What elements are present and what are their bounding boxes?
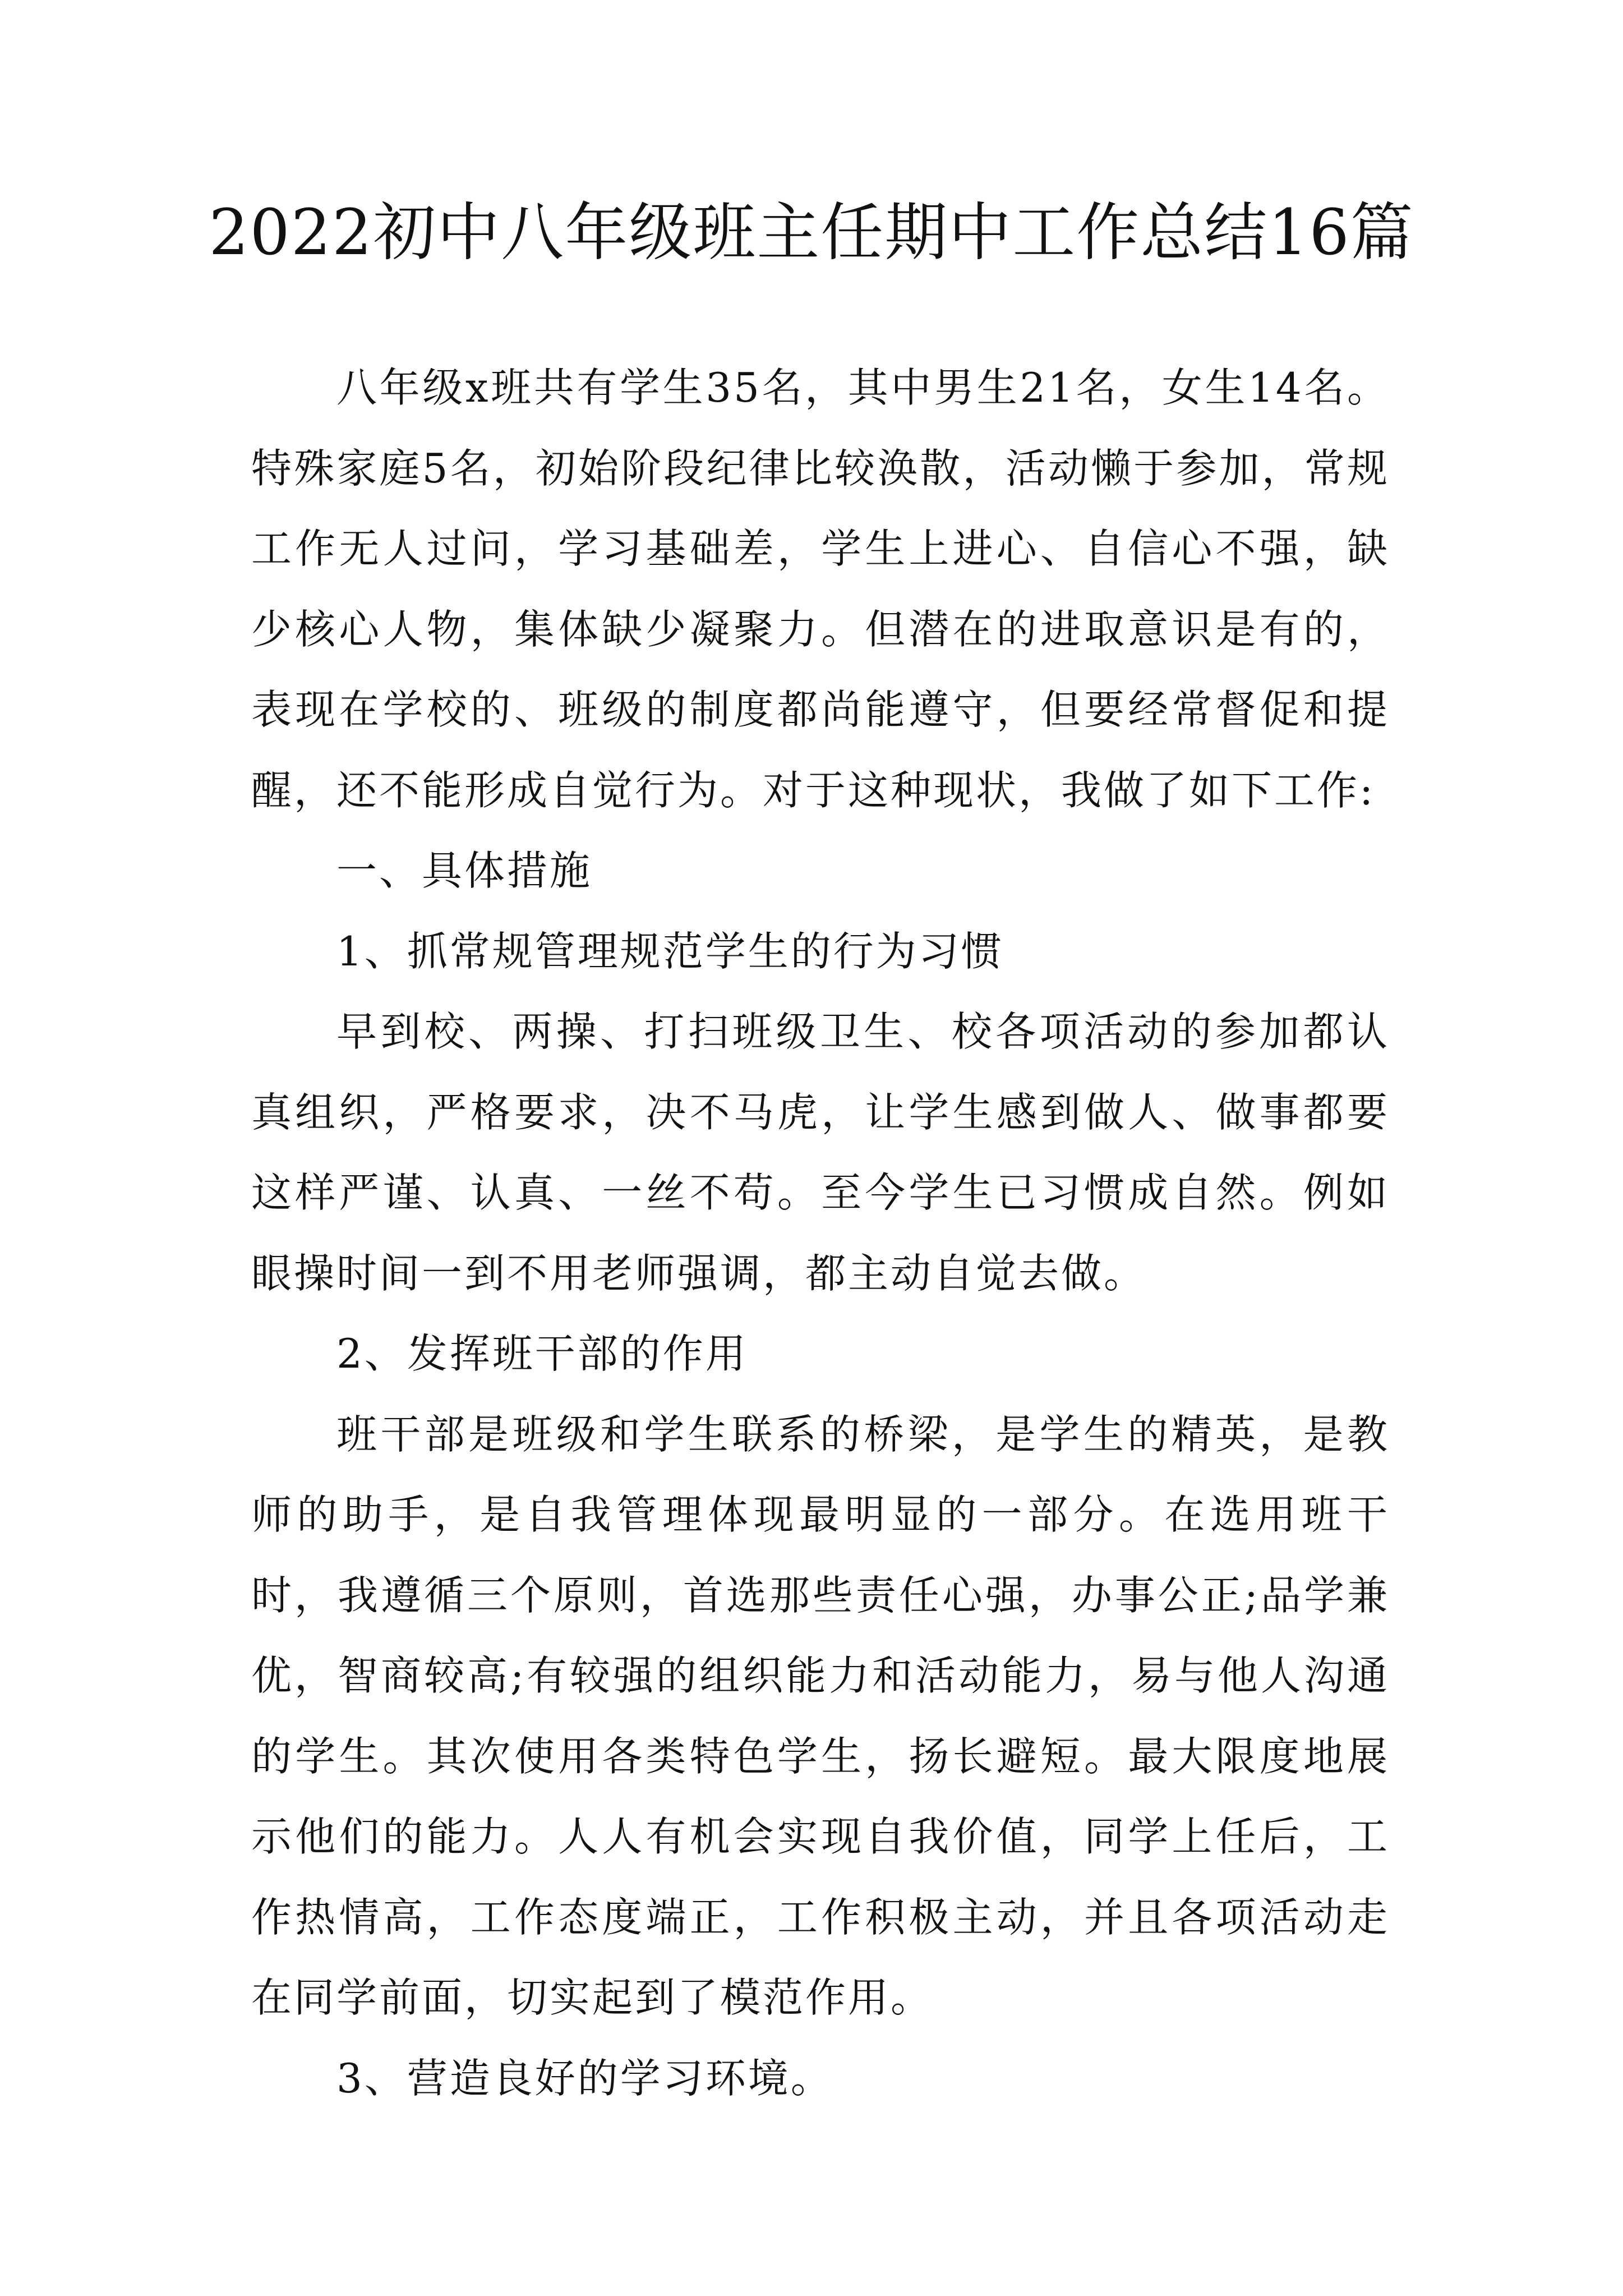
paragraph-class-overview: 八年级x班共有学生35名，其中男生21名，女生14名。特殊家庭5名，初始阶段纪律比较涣散，活动懒于参加，常规工作无人过问，学习基础差，学生上进心、自信心不强，缺少核心人物，集体缺少凝聚力。但潜在的进取意识是有的，表现在学校的、班级的制度都尚能遵守，但要经常督促和提醒，还不能形成自觉行为。对于这种现状，我做了如下工作: (251, 364, 1390, 814)
subheading-learning-environment: 3、营造良好的学习环境。 (336, 2054, 833, 2102)
subheading-routine-management: 1、抓常规管理规范学生的行为习惯 (336, 927, 1004, 975)
document-body (251, 348, 1390, 2119)
paragraph-class-cadres: 班干部是班级和学生联系的桥梁，是学生的精英，是教师的助手，是自我管理体现最明显的一部分。在选用班干时，我遵循三个原则，首选那些责任心强，办事公正;品学兼优，智商较高;有较强的组织能力和活动能力，易与他人沟通的学生。其次使用各类特色学生，扬长避短。最大限度地展示他们的能力。人人有机会实现自我价值，同学上任后，工作热情高，工作态度端正，工作积极主动，并且各项活动走在同学前面，切实起到了模范作用。 (251, 1410, 1390, 2021)
paragraph-routine-management: 早到校、两操、打扫班级卫生、校各项活动的参加都认真组织，严格要求，决不马虎，让学生感到做人、做事都要这样严谨、认真、一丝不苟。至今学生已习惯成自然。例如眼操时间一到不用老师强调，都主动自觉去做。 (251, 1008, 1390, 1297)
subheading-class-cadres: 2、发挥班干部的作用 (336, 1330, 748, 1377)
section-heading-measures: 一、具体措施 (336, 847, 593, 894)
document-title: 2022初中八年级班主任期中工作总结16篇 (209, 196, 1414, 269)
